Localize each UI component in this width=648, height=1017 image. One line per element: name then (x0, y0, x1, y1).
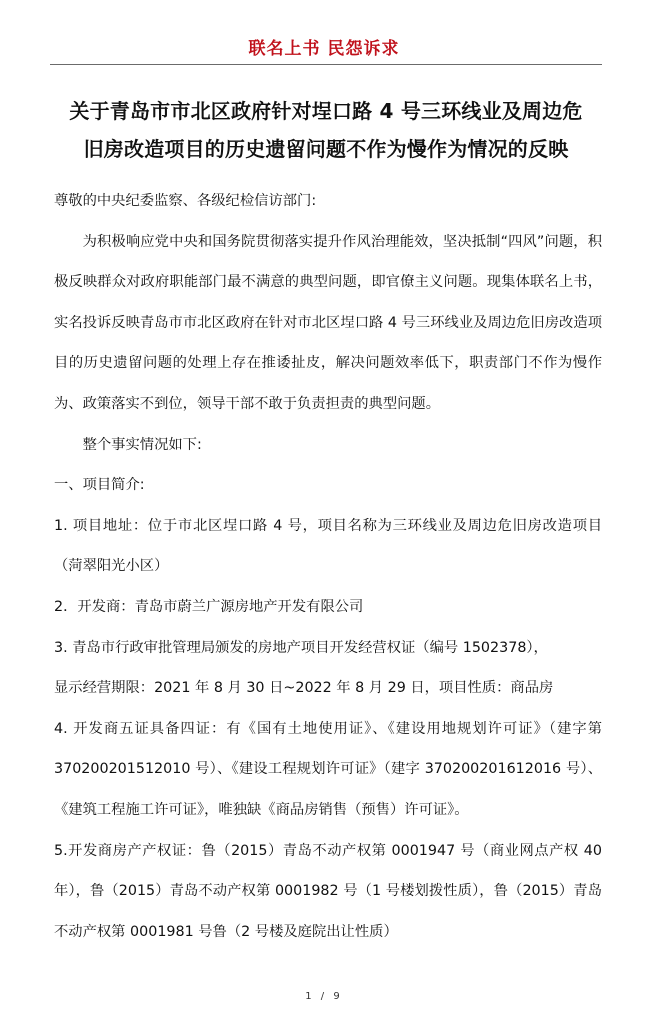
intro-paragraph: 为积极响应党中央和国务院贯彻落实提升作风治理能效，坚决抵制“四风”问题，积极反映群众对政府职能部门最不满意的典型问题，即官僚主义问题。现集体联名上书，实名投诉反映青岛市市北区政府在针对市北区埕口路 4 号三环线业及周边危旧房改造项目的历史遗留问题的处理上存在推诿扯皮，解决问题效率低下，职责部门不作为慢作为、政策落实不到位，领导干部不敢于负责担责的典型问题。 (54, 233, 602, 412)
header-divider (50, 64, 602, 65)
facts-lead: 整个事实情况如下: (82, 436, 202, 453)
section-heading-project-intro: 一、项目简介: (54, 477, 145, 494)
document-body (54, 181, 602, 952)
salutation: 尊敬的中央纪委监察、各级纪检信访部门: (54, 193, 317, 209)
title-line-1: 关于青岛市市北区政府针对埕口路 4 号三环线业及周边危 (69, 99, 583, 123)
list-item-license-line-1: 3. 青岛市行政审批管理局颁发的房地产项目开发经营权证（编号 1502378）， (54, 639, 548, 656)
list-item-certificates: 4. 开发商五证具备四证：有《国有土地使用证》、《建设用地规划许可证》（建字第 370200201512010 号）、《建设工程规划许可证》（建字 370200201612016 号）、《建筑工程施工许可证》，唯独缺《商品房销售（预售）许可证》。 (54, 720, 602, 818)
list-item-property-rights: 5.开发商房产产权证：鲁（2015）青岛不动产权第 0001947 号（商业网点产权 40 年），鲁（2015）青岛不动产权第 0001982 号（1 号楼划拨性质），鲁（2015）青岛不动产权第 0001981 号鲁（2 号楼及庭院出让性质） (54, 842, 602, 940)
document-title (56, 92, 596, 168)
title-line-2: 旧房改造项目的历史遗留问题不作为慢作为情况的反映 (83, 137, 569, 161)
page-header: 联名上书 民怨诉求 (248, 39, 400, 59)
list-item-project-address: 1. 项目地址：位于市北区埕口路 4 号，项目名称为三环线业及周边危旧房改造项目（菏翠阳光小区） (54, 517, 602, 575)
list-item-license-line-2: 显示经营期限：2021 年 8 月 30 日~2022 年 8 月 29 日，项目性质：商品房 (54, 680, 554, 697)
list-item-developer: 2．开发商：青岛市蔚兰广源房地产开发有限公司 (54, 598, 364, 615)
page-number: 1 / 9 (305, 991, 343, 1002)
